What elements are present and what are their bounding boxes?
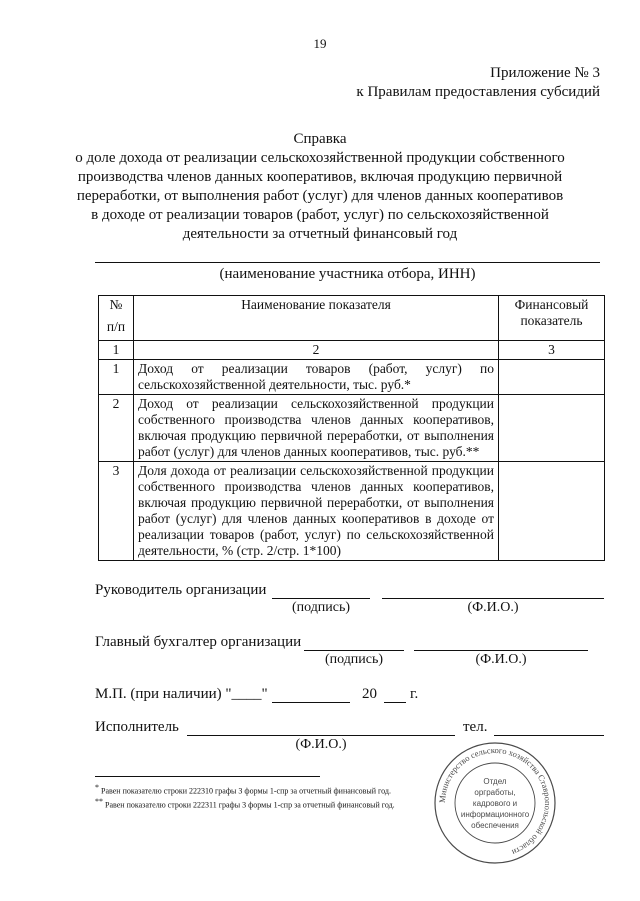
- date-month-line[interactable]: [272, 702, 350, 703]
- document-title: [60, 130, 580, 244]
- title-heading: Справка: [293, 131, 347, 147]
- row-number: 1: [99, 360, 134, 395]
- phone-label: тел.: [463, 719, 488, 735]
- executor-fio-line[interactable]: [187, 735, 455, 736]
- header-number-symbol: №: [109, 297, 123, 312]
- column-number: 1: [99, 341, 134, 360]
- page-number: 19: [313, 36, 327, 51]
- stamp-line-1: Отдел: [483, 777, 507, 786]
- head-fio-caption: (Ф.И.О.): [467, 600, 519, 615]
- row-number: 2: [99, 395, 134, 462]
- participant-name-line[interactable]: [95, 262, 600, 263]
- table-row: [99, 395, 605, 462]
- executor-label: Исполнитель: [95, 719, 179, 735]
- footnote-1-text: Равен показателю строки 222310 графы 3 формы 1-спр за отчетный финансовый год.: [101, 786, 391, 796]
- accountant-label: Главный бухгалтер организации: [95, 634, 302, 650]
- table-row: [99, 462, 605, 561]
- footnote-2-mark: **: [95, 797, 103, 806]
- accountant-signature-line[interactable]: [304, 650, 404, 651]
- row-indicator-name: Доход от реализации сельскохозяйственной продукции собственного производства членов данных кооперативов, включая продукцию первичной переработки, от выполнения работ (услуг) для членов данных кооперативов, тыс. руб.**: [134, 395, 499, 462]
- footnote-2: [95, 797, 395, 811]
- stamp-line-2: оргработы,: [474, 788, 516, 797]
- header-indicator-name: Наименование показателя: [134, 296, 499, 341]
- stamp-line-3: кадрового и: [472, 799, 518, 808]
- row-number: 3: [99, 462, 134, 561]
- year-suffix: г.: [410, 686, 419, 702]
- appendix-reference: [356, 64, 600, 102]
- phone-line[interactable]: [494, 735, 604, 736]
- stamp-line-5: обеспечения: [471, 821, 519, 830]
- year-line[interactable]: [384, 702, 406, 703]
- header-financial-value: Финансовый показатель: [499, 296, 605, 341]
- accountant-signature-caption: (подпись): [324, 652, 384, 667]
- head-fio-line[interactable]: [382, 598, 604, 599]
- header-number: [99, 296, 134, 341]
- head-signature-caption: (подпись): [291, 600, 351, 615]
- row-indicator-name: Доход от реализации товаров (работ, услуг) по сельскохозяйственной деятельности, тыс. руб.*: [134, 360, 499, 395]
- header-number-label: п/п: [106, 319, 126, 334]
- footnote-2-text: Равен показателю строки 222311 графы 3 формы 1-спр за отчетный финансовый год.: [105, 800, 395, 810]
- indicators-table: [98, 295, 605, 561]
- head-label: Руководитель организации: [95, 582, 267, 598]
- appendix-line-2: к Правилам предоставления субсидий: [356, 84, 600, 100]
- footnote-separator: [95, 776, 320, 777]
- title-line-3: переработки, от выполнения работ (услуг) для членов данных кооперативов: [76, 188, 564, 204]
- row-value-cell[interactable]: [499, 462, 605, 561]
- row-indicator-name: Доля дохода от реализации сельскохозяйственной продукции собственного производства членов данных кооперативов, включая продукцию первичной переработки, от выполнения работ (услуг) для членов данных кооперативов в доходе от реализации товаров (работ, услуг) по сельскохозяйственной деятельности, % (стр. 2/стр. 1*100): [134, 462, 499, 561]
- stamp-line-4: информационного: [460, 810, 530, 819]
- head-signature-line[interactable]: [272, 598, 370, 599]
- participant-caption: (наименование участника отбора, ИНН): [219, 266, 476, 282]
- column-number-row: [99, 341, 605, 360]
- title-line-1: о доле дохода от реализации сельскохозяйственной продукции собственного: [75, 150, 565, 166]
- footnote-1: [95, 783, 391, 797]
- executor-fio-caption: (Ф.И.О.): [295, 737, 347, 752]
- accountant-fio-caption: (Ф.И.О.): [475, 652, 527, 667]
- stamp-ring-text: Министерство сельского хозяйства Ставропольской области: [436, 744, 554, 858]
- row-value-cell[interactable]: [499, 360, 605, 395]
- footnote-1-mark: *: [95, 783, 99, 792]
- title-line-4: в доходе от реализации товаров (работ, услуг) по сельскохозяйственной: [91, 207, 549, 223]
- stamp-place-label: М.П. (при наличии) "____": [95, 686, 268, 702]
- official-stamp: [430, 738, 560, 868]
- title-line-5: деятельности за отчетный финансовый год: [182, 226, 458, 242]
- year-prefix: 20: [362, 686, 377, 702]
- row-value-cell[interactable]: [499, 395, 605, 462]
- column-number: 3: [499, 341, 605, 360]
- title-line-2: производства членов данных кооперативов, включая продукцию первичной: [77, 169, 563, 185]
- column-number: 2: [134, 341, 499, 360]
- table-header-row: [99, 296, 605, 341]
- appendix-line-1: Приложение № 3: [490, 65, 600, 81]
- accountant-fio-line[interactable]: [414, 650, 588, 651]
- table-row: [99, 360, 605, 395]
